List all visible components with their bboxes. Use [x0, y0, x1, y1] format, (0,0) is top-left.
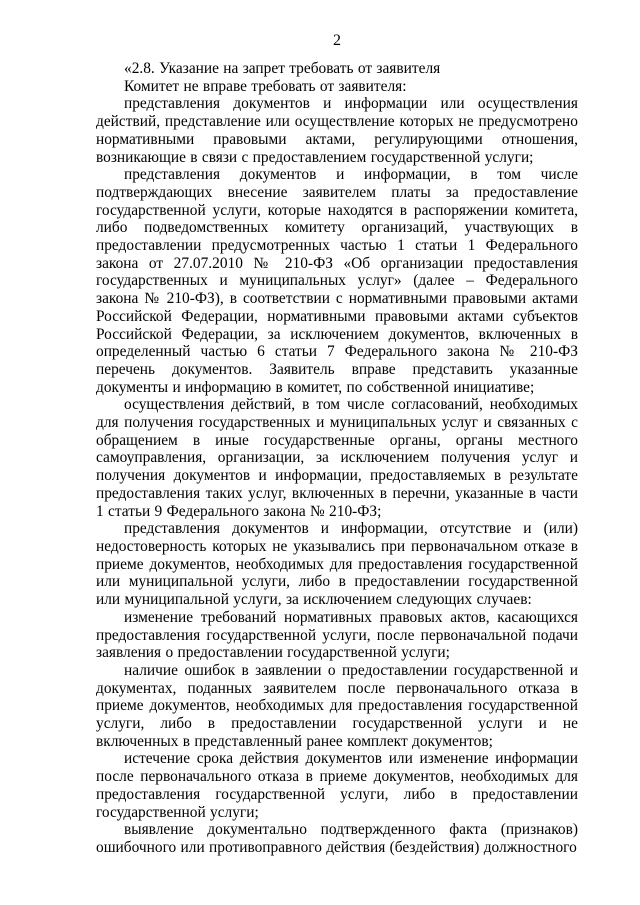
paragraph: наличие ошибок в заявлении о предоставлении государственной и документах, поданных заявителем после первоначального отказа в приеме документов, необходимых для предоставления государственной услуги, либо в предоставлении государственной услуги и не включенных в представленный ранее комплект документов; — [96, 661, 578, 750]
paragraph: представления документов и информации, отсутствие и (или) недостоверность которых не указывались при первоначальном отказе в приеме документов, необходимых для предоставления государственной или муниципальной услуги, либо в предоставлении государственной или муниципальной услуги, за исключением следующих случаев: — [96, 520, 578, 609]
paragraph: изменение требований нормативных правовых актов, касающихся предоставления государственной услуги, после первоначальной подачи заявления о предоставлении государственной услуги; — [96, 608, 578, 662]
paragraph: истечение срока действия документов или изменение информации после первоначального отказа в приеме документов, необходимых для предоставления государственной услуги, либо в предоставлении государственной услуги; — [96, 750, 578, 821]
paragraph: осуществления действий, в том числе согласований, необходимых для получения государственных и муниципальных услуг и связанных с обращением в иные государственные органы, органы местного самоуправления, организации, за исключением получения услуг и получения документов и информации, предоставляемых в результате предоставления таких услуг, включенных в перечни, указанные в части 1 статьи 9 Федерального закона № 210-ФЗ; — [96, 396, 578, 520]
section-heading: «2.8. Указание на запрет требовать от заявителя — [124, 60, 441, 77]
paragraph: представления документов и информации или осуществления действий, представление или осуществление которых не предусмотрено нормативными правовыми актами, регулирующими отношения, возникающие в связи с предоставлением государственной услуги; — [96, 95, 578, 166]
paragraph: выявление документально подтвержденного факта (признаков) ошибочного или противоправного действия (бездействия) должностного — [96, 821, 578, 856]
paragraph: представления документов и информации, в том числе подтверждающих внесение заявителем платы за предоставление государственной услуги, которые находятся в распоряжении комитета, либо подведомственных комитету организаций, участвующих в предоставлении предусмотренных частью 1 статьи 1 Федерального закона от 27.07.2010 № 210-ФЗ «Об организации предоставления государственных и муниципальных услуг» (далее – Федерального закона № 210-ФЗ), в соответствии с нормативными правовыми актами Российской Федерации, нормативными правовыми актами субъектов Российской Федерации, за исключением документов, включенных в определенный частью 6 статьи 7 Федерального закона № 210-ФЗ перечень документов. Заявитель вправе представить указанные документы и информацию в комитет, по собственной инициативе; — [96, 166, 578, 396]
paragraph-intro: Комитет не вправе требовать от заявителя: — [124, 77, 407, 95]
page-number: 2 — [333, 32, 341, 49]
